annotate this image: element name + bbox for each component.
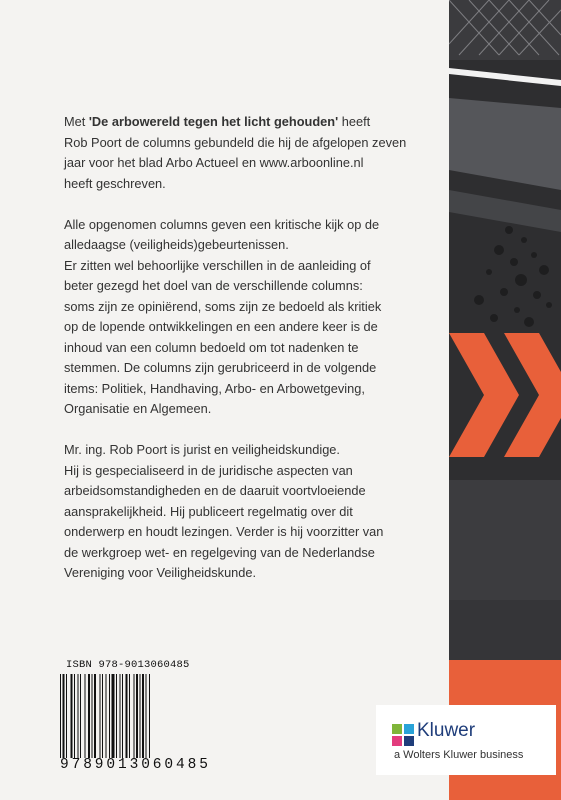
- text-line: soms zijn ze opiniërend, soms zijn ze bedoeld als kritiek: [64, 298, 382, 314]
- kluwer-logo-icon: [392, 724, 414, 746]
- publisher-logo: [376, 705, 556, 775]
- intro-lead: Met: [64, 114, 89, 129]
- text-line: Er zitten wel behoorlijke verschillen in de aanleiding of: [64, 257, 371, 273]
- text-line: jaar voor het blad Arbo Actueel en www.arboonline.nl: [64, 155, 364, 170]
- paragraph-author: [64, 440, 434, 584]
- decorative-side-panel: [449, 0, 561, 800]
- text-line: Organisatie en Algemeen.: [64, 401, 212, 416]
- text-line: de werkgroep wet- en regelgeving van de Nederlandse: [64, 544, 375, 560]
- text-line: alledaagse (veiligheids)gebeurtenissen.: [64, 237, 289, 252]
- text-line: inhoud van een column bedoeld om tot nadenken te: [64, 339, 359, 355]
- text-line: Vereniging voor Veiligheidskunde.: [64, 565, 257, 580]
- book-title: 'De arbowereld tegen het licht gehouden': [88, 114, 339, 129]
- intro-after-title: heeft: [338, 114, 371, 129]
- back-cover-text: [64, 112, 434, 604]
- text-line: beter gezegd het doel van de verschillende columns:: [64, 278, 363, 293]
- text-line: onderwerp en houdt lezingen. Verder is hij voorzitter van: [64, 524, 384, 539]
- barcode-image: [60, 674, 178, 758]
- text-line: items: Politiek, Handhaving, Arbo- en Arbowetgeving,: [64, 380, 365, 396]
- text-line: Alle opgenomen columns geven een kritische kijk op de: [64, 216, 380, 232]
- text-line: heeft geschreven.: [64, 175, 166, 191]
- publisher-name: Kluwer: [417, 720, 476, 741]
- paragraph-intro: [64, 112, 434, 194]
- paragraph-columns: [64, 215, 434, 420]
- text-line: op de lopende ontwikkelingen en een andere keer is de: [64, 319, 378, 334]
- publisher-tagline: a Wolters Kluwer business: [394, 749, 524, 761]
- text-line: arbeidsomstandigheden en de daaruit voortvloeiende: [64, 483, 366, 498]
- text-line: Rob Poort de columns gebundeld die hij de afgelopen zeven: [64, 134, 407, 150]
- barcode-digits: 9789013060485: [60, 757, 211, 773]
- text-line: Hij is gespecialiseerd in de juridische aspecten van: [64, 462, 353, 478]
- text-line: aansprakelijkheid. Hij publiceert regelmatig over dit: [64, 503, 353, 519]
- text-line: Mr. ing. Rob Poort is jurist en veiligheidskundige.: [64, 442, 340, 457]
- text-line: stemmen. De columns zijn gerubriceerd in de volgende: [64, 360, 377, 375]
- isbn-label: ISBN 978-9013060485: [66, 659, 190, 671]
